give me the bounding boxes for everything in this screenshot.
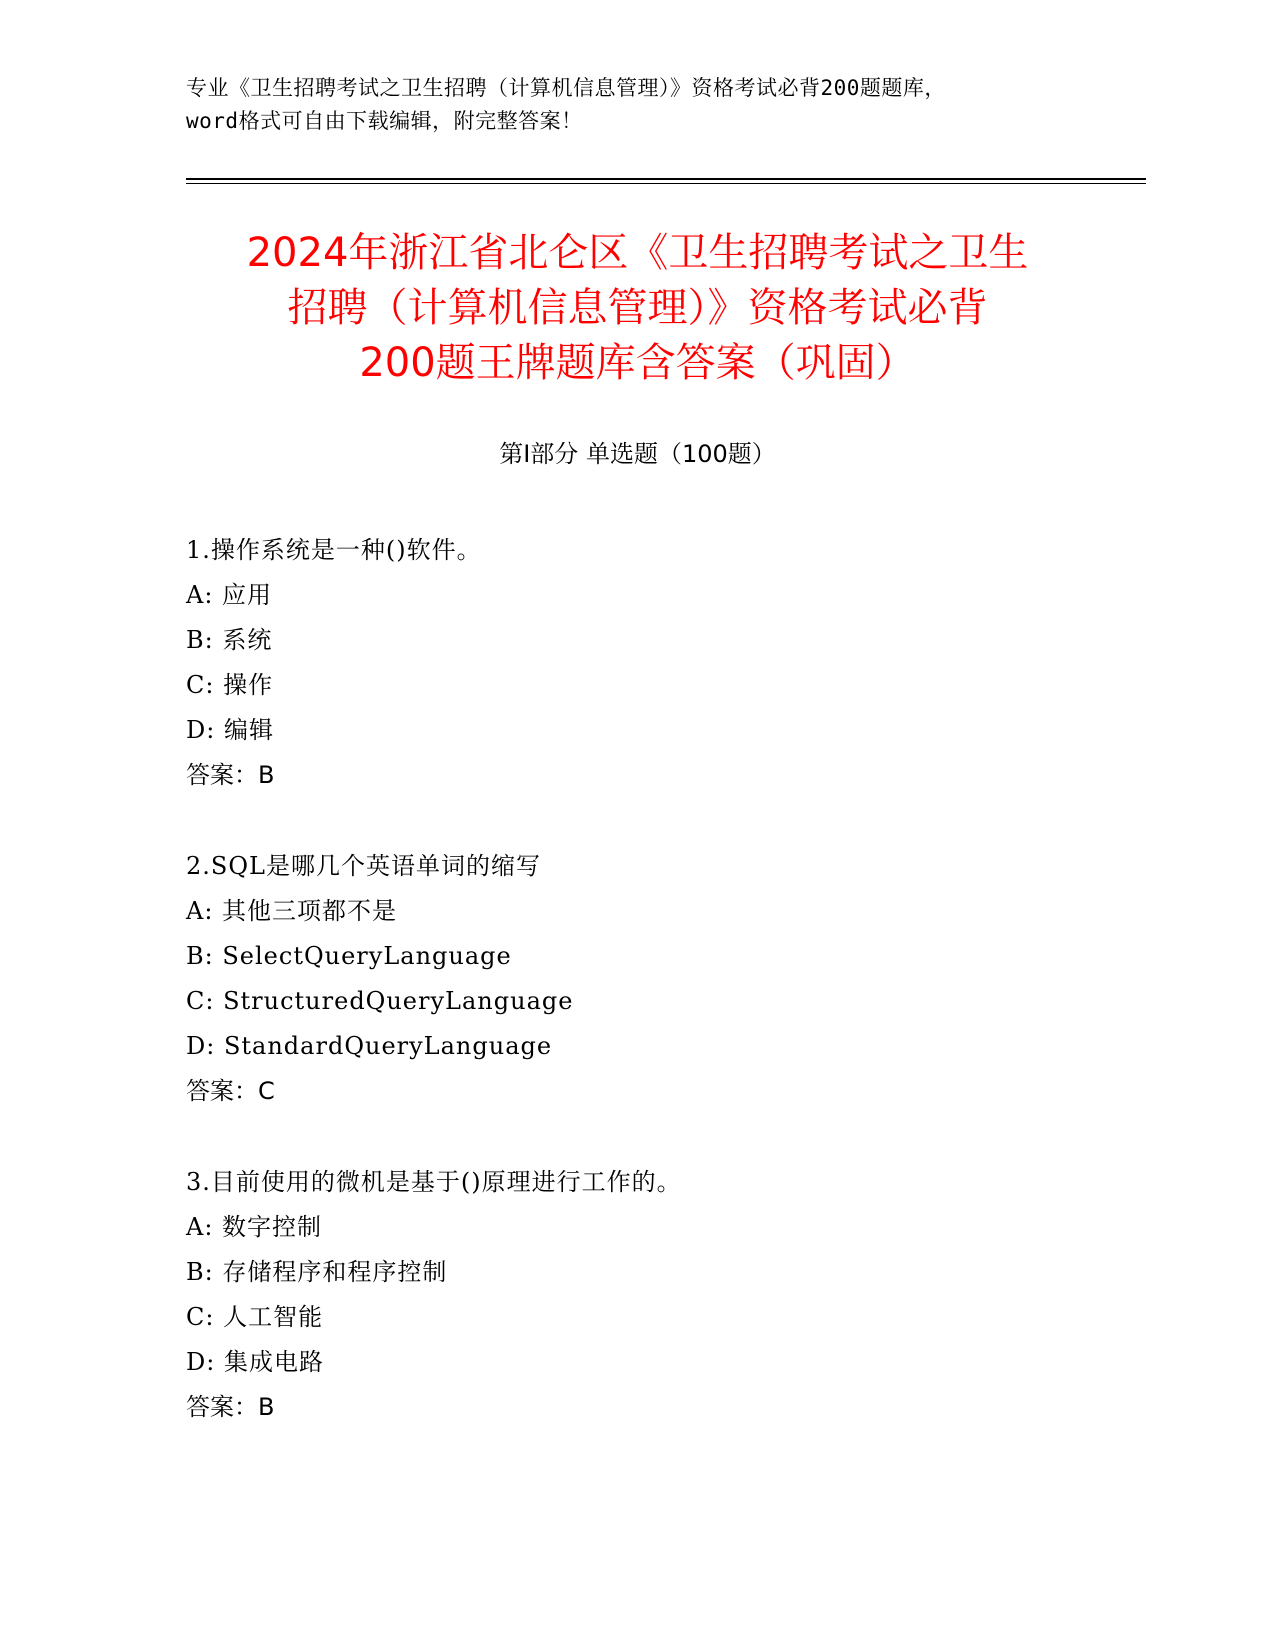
- answer-text: 答案：B: [186, 761, 275, 789]
- question-3: [186, 1160, 1086, 1430]
- option-b: B: 系统: [186, 626, 273, 654]
- option-a: A: 应用: [186, 581, 273, 609]
- title-line-3: 200题王牌题库含答案（巩固）: [359, 340, 916, 386]
- intro-line-2: word格式可自由下载编辑，附完整答案！: [186, 109, 583, 133]
- question-stem: 2.SQL是哪几个英语单词的缩写: [186, 852, 541, 880]
- intro-line-1: 专业《卫生招聘考试之卫生招聘（计算机信息管理）》资格考试必背200题题库，: [186, 76, 946, 100]
- question-stem: 3.目前使用的微机是基于()原理进行工作的。: [186, 1168, 682, 1196]
- question-2: [186, 844, 1086, 1114]
- title-line-2: 招聘（计算机信息管理）》资格考试必背: [287, 285, 988, 331]
- option-c: C: 操作: [186, 671, 274, 699]
- document-title: [180, 226, 1095, 391]
- answer-text: 答案：C: [186, 1077, 275, 1105]
- option-b: B: 存储程序和程序控制: [186, 1258, 448, 1286]
- option-a: A: 其他三项都不是: [186, 897, 398, 925]
- header-divider-thin: [186, 183, 1146, 184]
- title-line-1: 2024年浙江省北仑区《卫生招聘考试之卫生: [246, 230, 1029, 276]
- option-b: B: SelectQueryLanguage: [186, 942, 512, 970]
- answer-text: 答案：B: [186, 1393, 275, 1421]
- option-d: D: 编辑: [186, 716, 274, 744]
- header-divider-thick: [186, 178, 1146, 180]
- section-heading: 第Ⅰ部分 单选题（100题）: [499, 440, 776, 468]
- question-stem: 1.操作系统是一种()软件。: [186, 536, 482, 564]
- intro-text: [186, 72, 1086, 138]
- option-c: C: StructuredQueryLanguage: [186, 987, 574, 1015]
- option-d: D: StandardQueryLanguage: [186, 1032, 553, 1060]
- option-c: C: 人工智能: [186, 1303, 324, 1331]
- option-d: D: 集成电路: [186, 1348, 324, 1376]
- question-1: [186, 528, 1086, 798]
- question-list: [186, 528, 1086, 1476]
- option-a: A: 数字控制: [186, 1213, 323, 1241]
